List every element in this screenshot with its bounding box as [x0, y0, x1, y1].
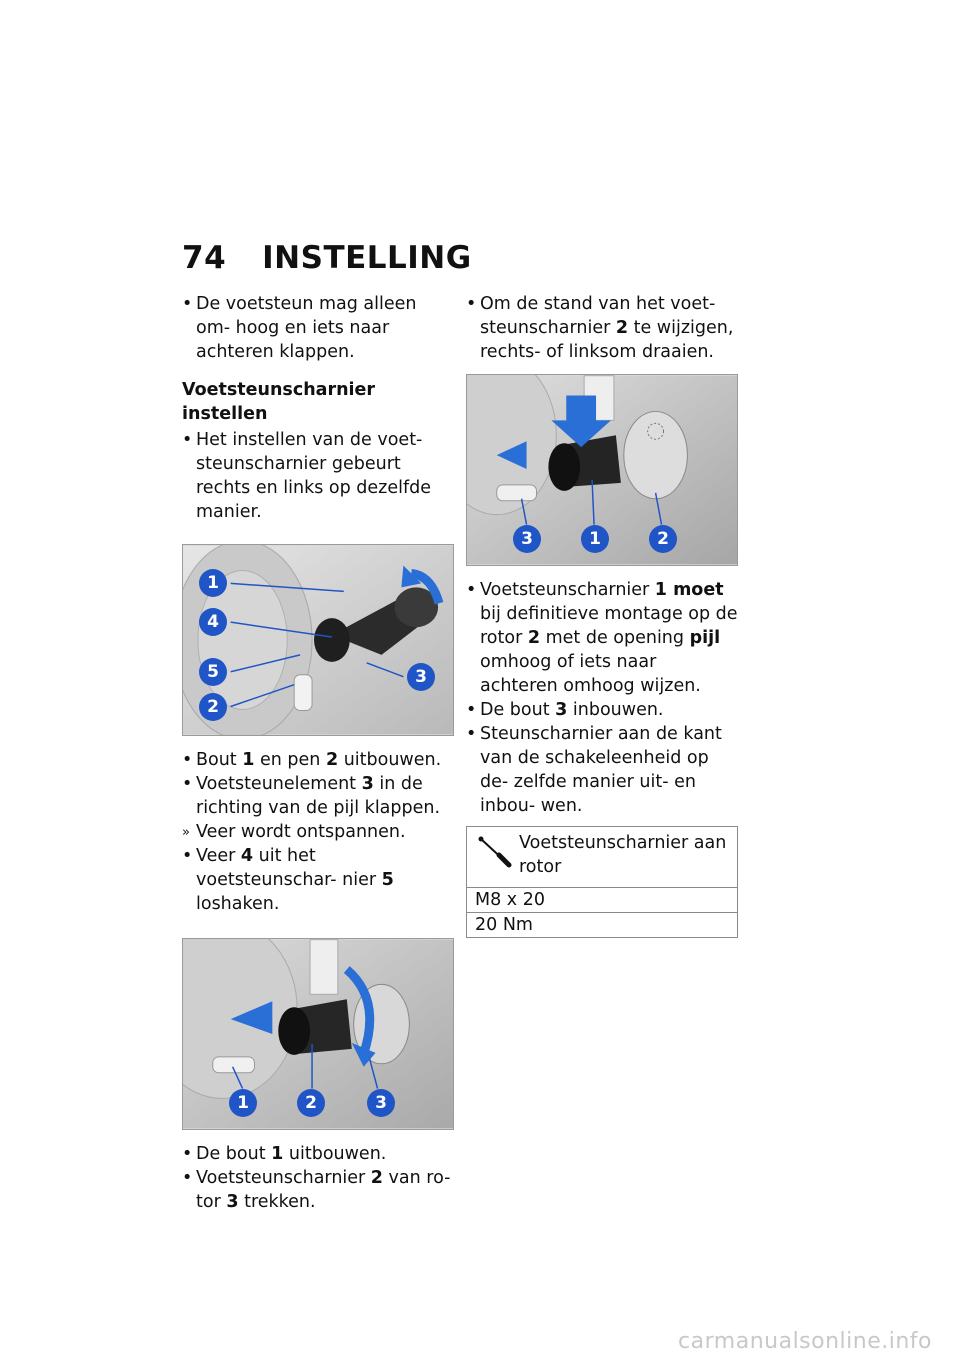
- step-emphasis: moet: [666, 580, 724, 600]
- step-text: Voetsteunscharnier: [196, 1168, 371, 1188]
- chapter-title: INSTELLING: [262, 240, 472, 276]
- figure-hinge-orientation: [466, 374, 738, 566]
- bullet-mark: •: [182, 750, 193, 770]
- callout-4: 4: [199, 608, 227, 636]
- intro-bullet: [182, 292, 454, 364]
- step-ref: 2: [370, 1168, 383, 1188]
- section-heading: Voetsteunscharnier instellen: [182, 380, 376, 424]
- result-text: Veer wordt ontspannen.: [196, 822, 406, 842]
- callout-2: 2: [199, 693, 227, 721]
- step-pull-hinge: [182, 1166, 454, 1214]
- step-text: trekken.: [238, 1192, 316, 1212]
- step-unhook-spring: [182, 844, 454, 916]
- torque-spec-table: [466, 826, 738, 938]
- callout-2: 2: [297, 1089, 325, 1117]
- step-ref: 4: [240, 846, 254, 866]
- result-spring: [182, 820, 454, 844]
- step-ref: 1: [271, 1144, 284, 1164]
- bullet-mark: •: [466, 700, 477, 720]
- step-bolt-pin: [182, 748, 454, 772]
- step-ref: 1: [654, 580, 667, 600]
- bullet-mark: •: [182, 1168, 193, 1188]
- page-header: [182, 240, 472, 276]
- step-text: De bout: [196, 1144, 272, 1164]
- spec-header: [467, 827, 737, 887]
- bullet-mark: •: [466, 580, 477, 600]
- step-other-side: [466, 722, 738, 818]
- step-text: uitbouwen.: [283, 1144, 387, 1164]
- step-ref: 1: [242, 750, 255, 770]
- step-text: uitbouwen.: [338, 750, 442, 770]
- callout-1: 1: [229, 1089, 257, 1117]
- bullet-mark: •: [182, 774, 193, 794]
- step-text: omhoog of iets naar achteren omhoog wijzen.: [480, 652, 701, 696]
- callout-1: 1: [581, 525, 609, 553]
- step-fold-element: [182, 772, 454, 820]
- step-text: Om de stand van het voet- steunscharnier: [480, 294, 716, 338]
- step-install-bolt: [466, 698, 738, 722]
- spec-row-thread: M8 x 20: [467, 887, 737, 912]
- callout-3: 3: [367, 1089, 395, 1117]
- step-text: Steunscharnier aan de kant van de schakeleenheid op de- zelfde manier uit- en inbou- wen.: [480, 724, 722, 816]
- callout-3: 3: [513, 525, 541, 553]
- bullet-mark: •: [466, 294, 477, 314]
- step-ref: 3: [361, 774, 374, 794]
- step-ref: 2: [527, 628, 541, 648]
- right-column: [466, 292, 738, 938]
- step-text: De bout: [480, 700, 556, 720]
- spec-row-torque: 20 Nm: [467, 912, 737, 937]
- step-text: en pen: [254, 750, 326, 770]
- bullet-mark: •: [182, 294, 193, 314]
- step-text: te wijzigen, rechts- of linksom draaien.: [480, 318, 734, 362]
- result-mark: »: [182, 825, 190, 840]
- step-text: met de opening: [540, 628, 690, 648]
- callout-2: 2: [649, 525, 677, 553]
- section-text: Het instellen van de voet- steunscharnier gebeurt rechts en links op dezelfde manier.: [196, 430, 431, 522]
- spec-title: Voetsteunscharnier aan rotor: [519, 833, 727, 877]
- step-remove-bolt: [182, 1142, 454, 1166]
- step-ref: 5: [381, 870, 394, 890]
- step-text: bij definitieve montage op de rotor: [480, 604, 738, 648]
- step-ref: 2: [615, 318, 629, 338]
- step-emphasis: pijl: [689, 628, 721, 648]
- step-text: loshaken.: [196, 894, 280, 914]
- step-text: Veer: [196, 846, 241, 866]
- section-bullet: [182, 428, 454, 524]
- step-ref: 3: [226, 1192, 239, 1212]
- bullet-mark: •: [466, 724, 477, 744]
- callout-1: 1: [199, 569, 227, 597]
- step-ref: 3: [555, 700, 568, 720]
- step-mount-hinge: [466, 578, 738, 698]
- watermark: carmanualsonline.info: [678, 1329, 932, 1354]
- figure-hinge-removal: [182, 938, 454, 1130]
- callout-3: 3: [407, 663, 435, 691]
- step-text: Voetsteunelement: [196, 774, 362, 794]
- torque-wrench-icon: [477, 835, 513, 871]
- step-text: Voetsteunscharnier: [480, 580, 655, 600]
- callout-5: 5: [199, 658, 227, 686]
- left-column: [182, 292, 454, 1214]
- bullet-mark: •: [182, 846, 193, 866]
- step-text: in de richting van de pijl klappen.: [196, 774, 441, 818]
- step-text: inbouwen.: [567, 700, 664, 720]
- bullet-mark: •: [182, 1144, 193, 1164]
- step-ref: 2: [325, 750, 339, 770]
- step-text: uit het voetsteunschar- nier: [196, 846, 382, 890]
- figure-footrest-removal: [182, 544, 454, 736]
- page-number: 74: [182, 240, 227, 276]
- bullet-mark: •: [182, 430, 193, 450]
- intro-text: De voetsteun mag alleen om- hoog en iets naar achteren klappen.: [196, 294, 417, 362]
- step-text: van ro- tor: [196, 1168, 451, 1212]
- rotate-bullet: [466, 292, 738, 364]
- step-text: Bout: [196, 750, 243, 770]
